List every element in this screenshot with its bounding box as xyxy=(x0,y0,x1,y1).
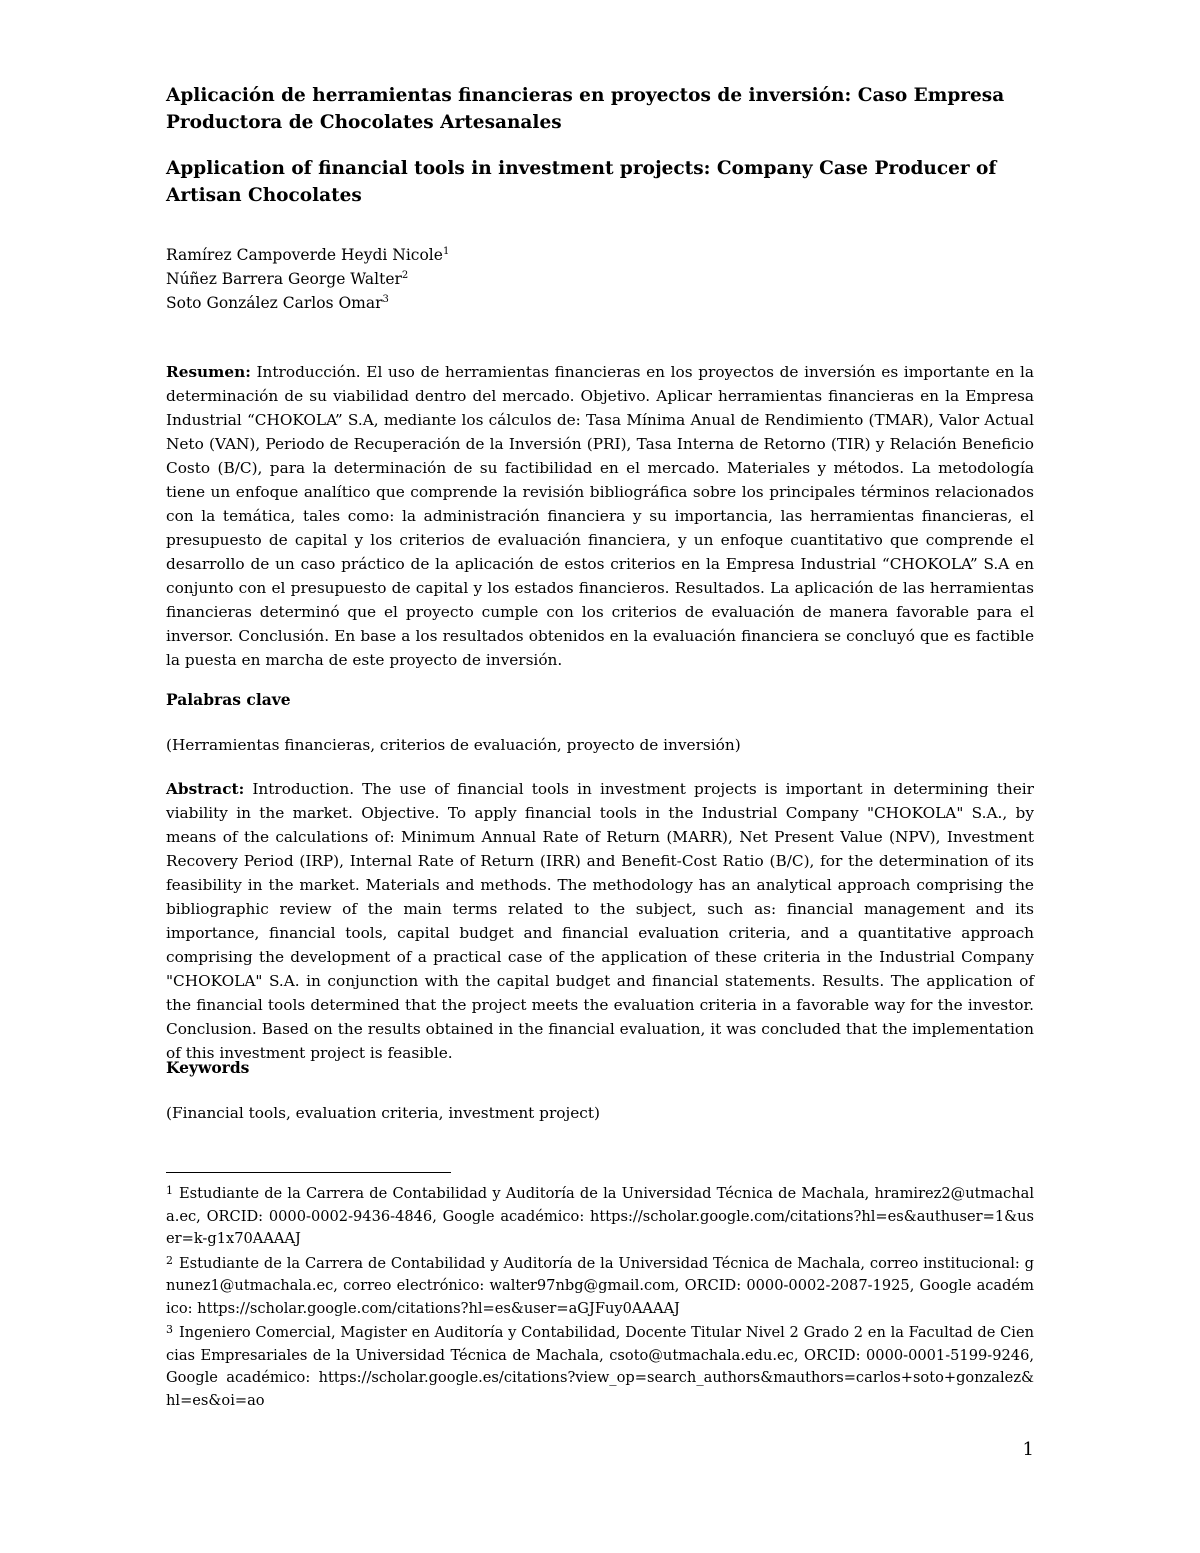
keywords-text: (Financial tools, evaluation criteria, investment project) xyxy=(166,1104,600,1122)
resumen-paragraph xyxy=(166,360,1034,672)
footnote-3 xyxy=(166,1322,1034,1412)
footnote-text[interactable]: Estudiante de la Carrera de Contabilidad y Auditoría de la Universidad Técnica de Machala, hramirez2@utmachala.ec, ORCID: 0000-0002-9436-4846, Google académico: https://scholar.google.com/citations?hl=es&authuser=1&user=k-g1x70AAAAJ xyxy=(166,1185,1034,1247)
footnote-separator xyxy=(166,1172,451,1173)
footnote-text[interactable]: Ingeniero Comercial, Magister en Auditoría y Contabilidad, Docente Titular Nivel 2 Grado 2 en la Facultad de Ciencias Empresariales de la Universidad Técnica de Machala, csoto@utmachala.edu.ec, ORCID: 0000-0001-5199-9246, Google académico: https://scholar.google.es/citations?view_op=search_authors&mauthors=carlos+soto+gonzalez&hl=es&oi=ao xyxy=(166,1324,1034,1409)
palabras-clave-heading: Palabras clave xyxy=(166,690,291,709)
abstract-text: Introduction. The use of financial tools in investment projects is important in determining their viability in the market. Objective. To apply financial tools in the Industrial Company "CHOKOLA" S.A., by means of the calculations of: Minimum Annual Rate of Return (MARR), Net Present Value (NPV), Investment Recovery Period (IRP), Internal Rate of Return (IRR) and Benefit-Cost Ratio (B/C), for the determination of its feasibility in the market. Materials and methods. The methodology has an analytical approach comprising the bibliographic review of the main terms related to the subject, such as: financial management and its importance, financial tools, capital budget and financial evaluation criteria, and a quantitative approach comprising the development of a practical case of the application of these criteria in the Industrial Company "CHOKOLA" S.A. in conjunction with the capital budget and financial statements. Results. The application of the financial tools determined that the project meets the evaluation criteria in a favorable way for the investor. Conclusion. Based on the results obtained in the financial evaluation, it was concluded that the implementation of this investment project is feasible. xyxy=(166,780,1034,1062)
footnote-text[interactable]: Estudiante de la Carrera de Contabilidad y Auditoría de la Universidad Técnica de Machala, correo institucional: gnunez1@utmachala.ec, correo electrónico: walter97nbg@gmail.com, ORCID: 0000-0002-2087-1925, Google académico: https://scholar.google.com/citations?hl=es&user=aGJFuy0AAAAJ xyxy=(166,1254,1034,1317)
author-2 xyxy=(166,267,1034,291)
resumen-text: Introducción. El uso de herramientas financieras en los proyectos de inversión es importante en la determinación de su viabilidad dentro del mercado. Objetivo. Aplicar herramientas financieras en la Empresa Industrial “CHOKOLA” S.A, mediante los cálculos de: Tasa Mínima Anual de Rendimiento (TMAR), Valor Actual Neto (VAN), Periodo de Recuperación de la Inversión (PRI), Tasa Interna de Retorno (TIR) y Relación Beneficio Costo (B/C), para la determinación de su factibilidad en el mercado. Materiales y métodos. La metodología tiene un enfoque analítico que comprende la revisión bibliográfica sobre los principales términos relacionados con la temática, tales como: la administración financiera y su importancia, las herramientas financieras, el presupuesto de capital y los criterios de evaluación financiera, y un enfoque cuantitativo que comprende el desarrollo de un caso práctico de la aplicación de estos criterios en la Empresa Industrial “CHOKOLA” S.A en conjunto con el presupuesto de capital y los estados financieros. Resultados. La aplicación de las herramientas financieras determinó que el proyecto cumple con los criterios de evaluación de manera favorable para el inversor. Conclusión. En base a los resultados obtenidos en la evaluación financiera se concluyó que es factible la puesta en marcha de este proyecto de inversión. xyxy=(166,363,1034,669)
footnote-number: 1 xyxy=(166,1184,173,1197)
author-1 xyxy=(166,243,1034,267)
footnote-mark[interactable]: 1 xyxy=(442,245,450,257)
abstract-paragraph xyxy=(166,777,1034,1065)
footnotes xyxy=(166,1183,1034,1414)
footnote-2 xyxy=(166,1253,1034,1321)
palabras-clave-text: (Herramientas financieras, criterios de evaluación, proyecto de inversión) xyxy=(166,736,741,754)
footnote-number: 3 xyxy=(166,1323,173,1336)
author-name: Soto González Carlos Omar xyxy=(166,294,383,312)
footnote-number: 2 xyxy=(166,1253,173,1267)
title-spanish: Aplicación de herramientas financieras en proyectos de inversión: Caso Empresa Productora de Chocolates Artesanales xyxy=(166,85,1005,133)
page-number: 1 xyxy=(1022,1439,1034,1460)
resumen-label: Resumen: xyxy=(166,363,251,381)
footnote-mark[interactable]: 3 xyxy=(382,293,389,305)
abstract-label: Abstract: xyxy=(166,780,245,798)
author-name: Núñez Barrera George Walter xyxy=(166,270,402,288)
title-english: Application of financial tools in investment projects: Company Case Producer of Artisan Chocolates xyxy=(166,158,997,206)
author-list xyxy=(166,243,1034,315)
author-name: Ramírez Campoverde Heydi Nicole xyxy=(166,246,443,264)
footnote-mark[interactable]: 2 xyxy=(401,269,409,281)
footnote-1 xyxy=(166,1183,1034,1251)
author-3 xyxy=(166,291,1034,315)
keywords-heading: Keywords xyxy=(166,1058,250,1077)
